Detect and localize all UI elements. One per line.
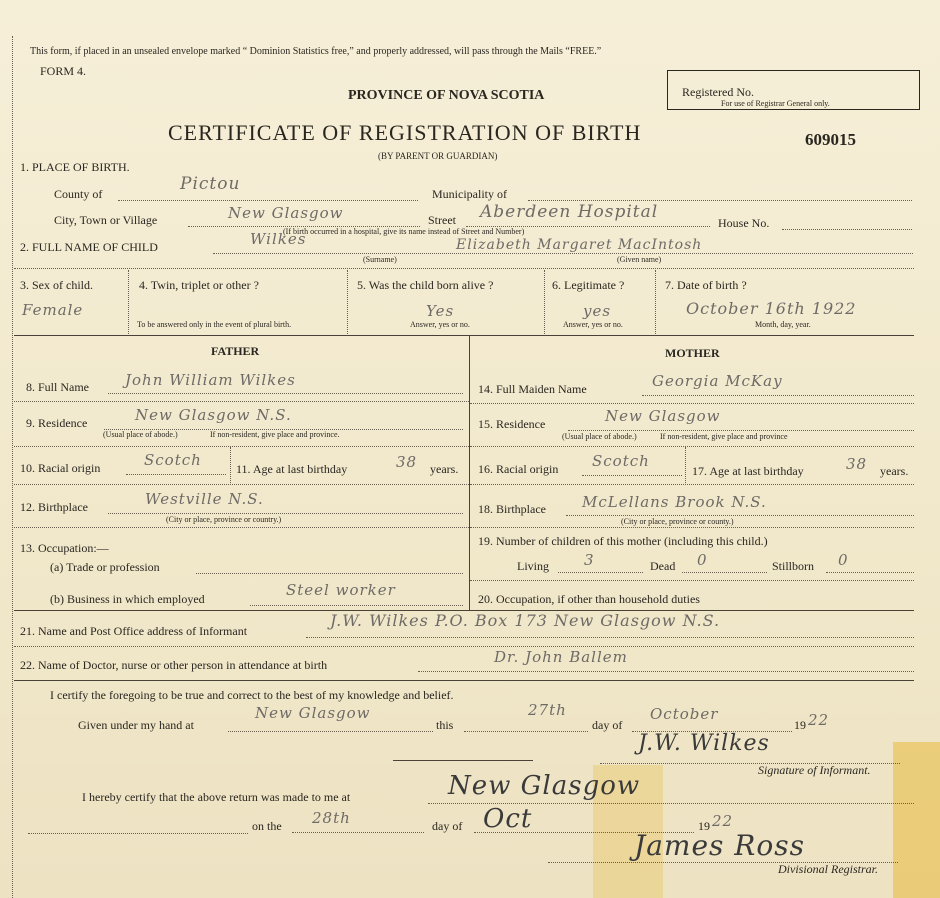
street-value: Aberdeen Hospital [480,202,659,222]
house-number-line [782,229,912,230]
father-age-label: 11. Age at last birthday [236,462,348,476]
legitimate-label: 6. Legitimate ? [552,278,625,292]
dead-label: Dead [650,559,676,573]
mother-residence-line [568,430,914,431]
father-racial-value: Scotch [144,451,202,469]
father-name-line [108,393,463,394]
sex-label: 3. Sex of child. [20,278,93,292]
born-alive-value: Yes [426,302,455,320]
mother-nonresident-note: If non-resident, give place and province [660,432,788,441]
place-of-birth-label: 1. PLACE OF BIRTH. [20,160,130,174]
row-divider-parents [14,335,914,336]
informant-line [306,637,914,638]
given-place-value: New Glasgow [255,704,371,722]
date-of-birth-value: October 16th 1922 [686,299,857,318]
mother-residence-value: New Glasgow [605,407,721,425]
father-abode-note: (Usual place of abode.) [103,430,178,439]
certification-statement: I certify the foregoing to be true and correct to the best of my knowledge and belief. [50,688,454,702]
mother-name-label: 14. Full Maiden Name [478,382,587,396]
city-label: City, Town or Village [54,213,158,227]
living-label: Living [517,559,549,573]
given-place-line [228,731,433,732]
mother-age-value: 38 [846,455,868,473]
father-row-divider-2 [14,446,469,447]
given-name-caption: (Given name) [617,255,662,264]
registrar-general-note: For use of Registrar General only. [721,99,830,108]
col-divider-3 [544,270,545,334]
living-value: 3 [584,551,595,569]
father-racial-label: 10. Racial origin [20,461,101,475]
living-line [558,572,643,573]
mother-row-divider-1 [470,403,914,404]
father-name-value: John William Wilkes [125,371,296,389]
father-birthplace-label: 12. Birthplace [20,500,88,514]
father-age-value: 38 [396,453,418,471]
father-business-label: (b) Business in which employed [50,592,205,606]
mother-abode-note: (Usual place of abode.) [562,432,637,441]
father-row-divider-4 [14,527,469,528]
father-birthplace-value: Westville N.S. [145,490,264,508]
stillborn-line [826,572,914,573]
parents-center-divider [469,336,470,610]
father-years: years. [430,462,459,476]
father-row-divider-1 [14,401,469,402]
father-row-divider-3 [14,484,469,485]
child-surname-value: Wilkes [250,230,307,248]
day-of-label: day of [592,718,623,732]
dead-value: 0 [697,551,708,569]
mother-racial-label: 16. Racial origin [478,462,559,476]
registrar-day-of-label: day of [432,819,463,833]
short-divider [393,760,533,761]
mother-birthplace-value: McLellans Brook N.S. [582,493,767,511]
given-day-line [464,731,588,732]
legitimate-note: Answer, yes or no. [563,320,623,329]
hospital-note: (If birth occurred in a hospital, give its name instead of Street and Number) [283,227,525,236]
county-label: County of [54,187,103,201]
given-year-value: 22 [808,711,830,729]
father-birthplace-note: (City or place, province or country.) [166,515,282,524]
father-trade-label: (a) Trade or profession [50,560,160,574]
father-racial-divider [230,447,231,483]
mother-name-line [642,395,914,396]
registrar-statement: I hereby certify that the above return was made to me at [82,790,351,804]
registrar-day-line [292,832,424,833]
born-alive-note: Answer, yes or no. [410,320,470,329]
mother-residence-label: 15. Residence [478,417,546,431]
surname-caption: (Surname) [363,255,397,264]
sex-value: Female [22,301,84,319]
certificate-subtitle: (BY PARENT OR GUARDIAN) [378,151,498,161]
father-birthplace-line [108,513,463,514]
registered-label: Registered No. [682,85,754,99]
registrar-year-prefix: 19 [698,819,710,833]
mother-racial-value: Scotch [592,452,650,470]
city-value: New Glasgow [228,204,344,222]
dead-line [682,572,767,573]
registrar-day-value: 28th [312,809,351,827]
mother-row-divider-4 [470,527,914,528]
mother-birthplace-line [566,515,914,516]
left-margin-line [12,36,13,898]
mother-birthplace-label: 18. Birthplace [478,502,546,516]
province-title: PROVINCE OF NOVA SCOTIA [348,88,545,103]
born-alive-label: 5. Was the child born alive ? [357,278,494,292]
given-day-value: 27th [528,701,567,719]
municipality-line [528,200,912,201]
street-label: Street [428,213,456,227]
registrar-year-value: 22 [712,812,734,830]
registrar-month-value: Oct [483,804,533,834]
mother-children-label: 19. Number of children of this mother (including this child.) [478,534,768,548]
county-value: Pictou [180,174,241,194]
mother-birthplace-note: (City or place, province or county.) [621,517,734,526]
mother-occupation-label: 20. Occupation, if other than household duties [478,592,700,606]
informant-signature: J.W. Wilkes [638,731,770,756]
municipality-label: Municipality of [432,187,507,201]
given-month-value: October [650,705,719,723]
father-residence-value: New Glasgow N.S. [135,406,292,424]
row-divider-doctor [14,646,914,647]
certificate-number: 609015 [805,130,856,149]
mother-name-value: Georgia McKay [652,372,783,390]
twin-note: To be answered only in the event of plural birth. [137,320,292,329]
father-nonresident-note: If non-resident, give place and province. [210,430,340,439]
registrar-signature: James Ross [634,829,805,862]
mail-notice: This form, if placed in an unsealed envelope marked “ Dominion Statistics free,” and properly addressed, will pass through the Mails “FREE.” [30,46,602,57]
on-the-label: on the [252,819,282,833]
mother-racial-line [582,475,682,476]
registrar-place-value: New Glasgow [448,771,641,801]
mother-row-divider-5 [470,580,914,581]
given-year-prefix: 19 [794,718,806,732]
mother-row-divider-2 [470,446,914,447]
mother-years: years. [880,464,909,478]
father-residence-label: 9. Residence [26,416,88,430]
mother-row-divider-3 [470,484,914,485]
legitimate-value: yes [583,302,612,320]
informant-value: J.W. Wilkes P.O. Box 173 New Glasgow N.S. [330,611,721,630]
father-occupation-label: 13. Occupation:— [20,541,109,555]
registrar-signature-label: Divisional Registrar. [778,862,879,876]
child-given-value: Elizabeth Margaret MacIntosh [456,237,703,253]
col-divider-2 [347,270,348,334]
mother-heading: MOTHER [665,346,720,360]
date-of-birth-label: 7. Date of birth ? [665,278,747,292]
house-number-label: House No. [718,216,770,230]
row-divider-top [14,268,914,269]
given-under-hand-label: Given under my hand at [78,718,194,732]
stillborn-label: Stillborn [772,559,815,573]
certificate-title: CERTIFICATE OF REGISTRATION OF BIRTH [168,120,642,145]
doctor-line [418,671,914,672]
this-label: this [436,718,454,732]
doctor-value: Dr. John Ballem [494,648,628,666]
date-of-birth-note: Month, day, year. [755,320,811,329]
father-name-label: 8. Full Name [26,380,89,394]
father-racial-line [126,474,226,475]
twin-label: 4. Twin, triplet or other ? [139,278,259,292]
stillborn-value: 0 [838,551,849,569]
tape-stain-right [893,742,940,898]
county-line [118,200,418,201]
col-divider-4 [655,270,656,334]
col-divider-1 [128,270,129,334]
informant-signature-label: Signature of Informant. [758,763,871,777]
form-number: FORM 4. [40,64,87,78]
child-name-label: 2. FULL NAME OF CHILD [20,240,158,254]
father-business-value: Steel worker [286,581,396,599]
father-business-line [250,605,463,606]
doctor-label: 22. Name of Doctor, nurse or other person in attendance at birth [20,658,328,672]
mother-racial-divider [685,447,686,483]
father-trade-line [196,573,463,574]
row-divider-certification [14,680,914,681]
father-heading: FATHER [211,344,260,358]
on-the-leader [28,833,248,834]
informant-label: 21. Name and Post Office address of Informant [20,624,248,638]
mother-age-label: 17. Age at last birthday [692,464,804,478]
